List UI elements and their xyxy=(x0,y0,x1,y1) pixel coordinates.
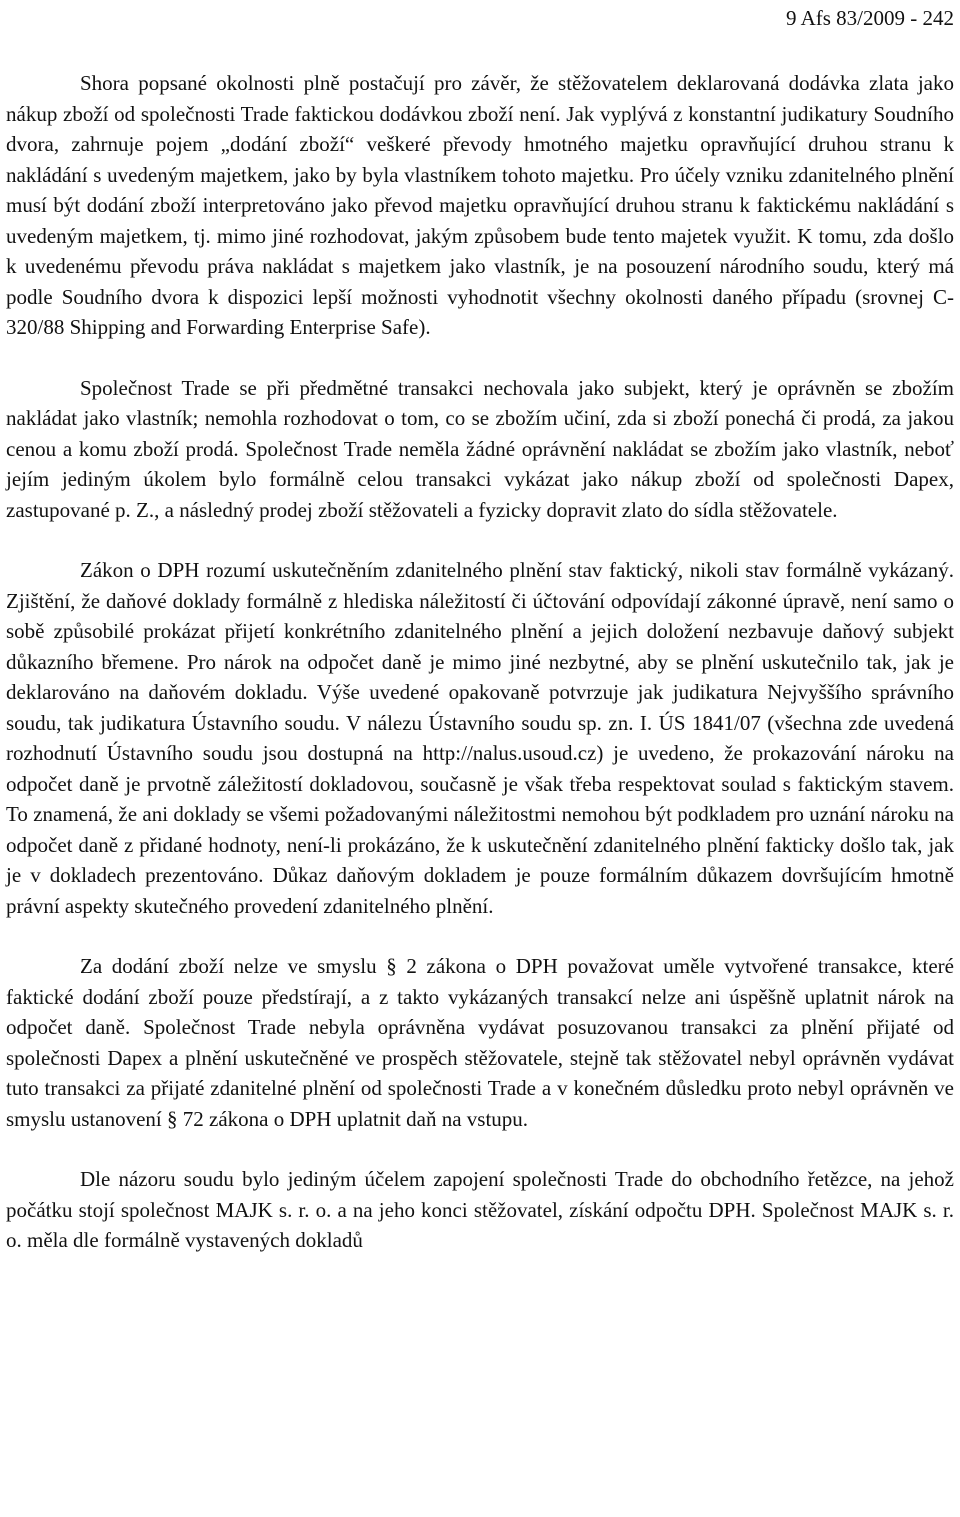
paragraph-artificial-transactions: Za dodání zboží nelze ve smyslu § 2 zákona o DPH považovat uměle vytvořené transakce, které faktické dodání zboží pouze předstírají, a z takto vykázaných transakcí nelze ani úspěšně uplatnit nárok na odpočet daně. Společnost Trade nebyla oprávněna vydávat posuzovanou transakci za plnění přijaté od společnosti Dapex a plnění uskutečněné ve prospěch stěžovatele, stejně tak stěžovatel nebyl oprávněn vydávat tuto transakci za přijaté zdanitelné plnění od společnosti Trade a v konečném důsledku proto nebyl oprávněn ve smyslu ustanovení § 72 zákona o DPH uplatnit daň na vstupu. xyxy=(6,954,954,1131)
paragraph-court-opinion: Dle názoru soudu bylo jediným účelem zapojení společnosti Trade do obchodního řetězce, na jehož počátku stojí společnost MAJK s. r. o. a na jeho konci stěžovatel, získání odpočtu DPH. Společnost MAJK s. r. o. měla dle formálně vystavených dokladů xyxy=(6,1167,954,1252)
document-page xyxy=(6,0,954,1256)
paragraph-goods-supply-definition: Shora popsané okolnosti plně postačují pro závěr, že stěžovatelem deklarovaná dodávka zlata jako nákup zboží od společnosti Trade faktickou dodávkou zboží není. Jak vyplývá z konstantní judikatury Soudního dvora, zahrnuje pojem „dodání zboží“ veškeré převody hmotného majetku opravňující druhou stranu k nakládání s uvedeným majetkem, jako by byla vlastníkem tohoto majetku. Pro účely vzniku zdanitelného plnění musí být dodání zboží interpretováno jako převod majetku opravňující druhou stranu k faktickému nakládání s uvedeným majetkem, tj. mimo jiné rozhodovat, jakým způsobem bude tento majetek využit. K tomu, zda došlo k uvedenému převodu práva nakládat s majetkem jako vlastník, je na posouzení národního soudu, který má podle Soudního dvora k dispozici lepší možnosti vyhodnotit všechny okolnosti daného případu (srovnej C-320/88 Shipping and Forwarding Enterprise Safe). xyxy=(6,71,954,339)
case-number-header: 9 Afs 83/2009 - 242 xyxy=(786,6,954,30)
paragraph-trade-company-conduct: Společnost Trade se při předmětné transakci nechovala jako subjekt, který je oprávněn se zbožím nakládat jako vlastník; nemohla rozhodovat o tom, co se zbožím učiní, zda si zboží ponechá či prodá, za jakou cenou a komu zboží prodá. Společnost Trade neměla žádné oprávnění nakládat se zbožím jako vlastník, neboť jejím jediným úkolem bylo formálně celou transakci vykázat jako nákup zboží od společnosti Dapex, zastupované p. Z., a následný prodej zboží stěžovateli a fyzicky dopravit zlato do sídla stěžovatele. xyxy=(6,375,954,522)
paragraph-vat-factual-state: Zákon o DPH rozumí uskutečněním zdanitelného plnění stav faktický, nikoli stav formálně vykázaný. Zjištění, že daňové doklady formálně z hlediska náležitostí či účtování odpovídají zákonné úpravě, není samo o sobě způsobilé prokázat přijetí konkrétního zdanitelného plnění a jejich doložení nezbavuje daňový subjekt důkazního břemene. Pro nárok na odpočet daně je mimo jiné nezbytné, aby se plnění uskutečnilo tak, jak je deklarováno na daňovém dokladu. Výše uvedené opakovaně potvrzuje jak judikatura Nejvyššího správního soudu, tak judikatura Ústavního soudu. V nálezu Ústavního soudu sp. zn. I. ÚS 1841/07 (všechna zde uvedená rozhodnutí Ústavního soudu jsou dostupná na http://nalus.usoud.cz) je uvedeno, že prokazování nároku na odpočet daně je prvotně záležitostí dokladovou, současně je však třeba respektovat soulad s faktickým stavem. To znamená, že ani doklady se všemi požadovanými náležitostmi nemohou být podkladem pro uznání nároku na odpočet daně z přidané hodnoty, není-li prokázáno, že k uskutečnění zdanitelného plnění fakticky došlo tak, jak je v dokladech prezentováno. Důkaz daňovým dokladem je pouze formálním důkazem dovršujícím hmotně právní aspekty skutečného provedení zdanitelného plnění. xyxy=(6,558,954,918)
